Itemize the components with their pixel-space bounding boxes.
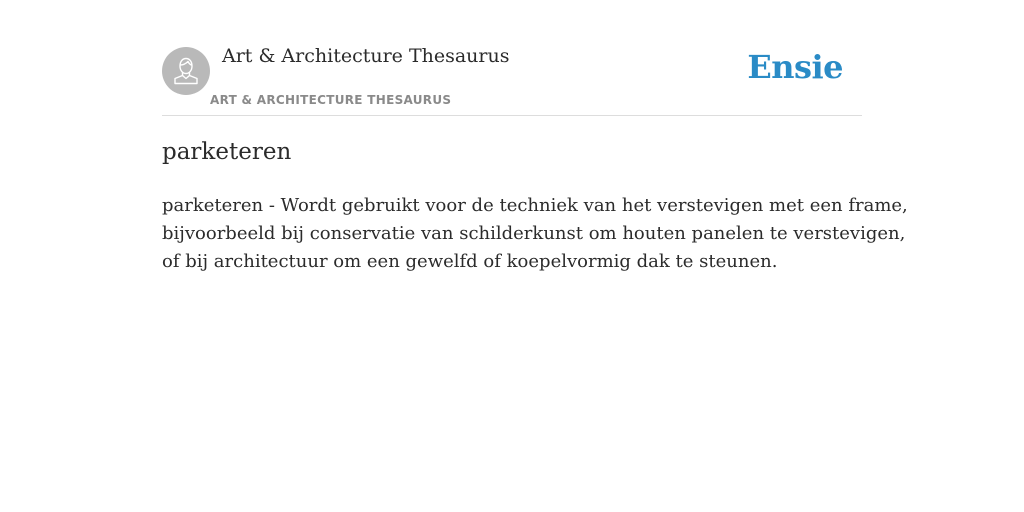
term-definition [162,192,908,276]
definition-line: parketeren - Wordt gebruikt voor de techniek van het verstevigen met een frame, [162,195,908,216]
author-name-link[interactable]: Art & Architecture Thesaurus [222,45,510,67]
entry-header [162,0,862,116]
author-subtitle: ART & ARCHITECTURE THESAURUS [210,93,452,107]
definition-line: of bij architectuur om een gewelfd of koepelvormig dak te steunen. [162,251,778,272]
user-avatar-icon [172,56,200,86]
definition-line: bijvoorbeeld bij conservatie van schilderkunst om houten panelen te verstevigen, [162,223,906,244]
ensie-logo[interactable]: Ensie [747,48,843,86]
term-title: parketeren [162,139,292,165]
author-avatar[interactable] [162,47,210,95]
page-container [162,0,908,272]
